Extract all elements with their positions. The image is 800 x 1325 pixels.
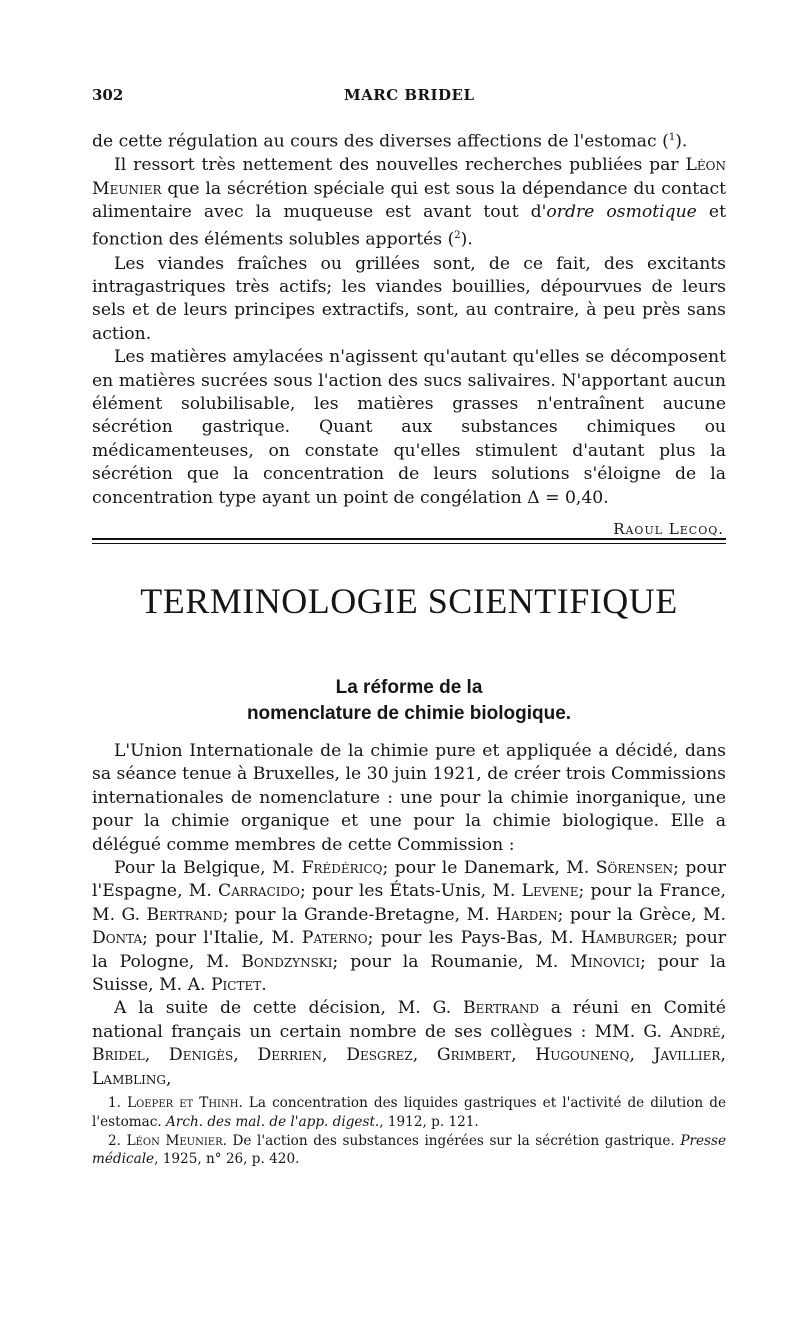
person-name: Levene bbox=[521, 881, 579, 902]
person-name: Bertrand bbox=[146, 904, 223, 925]
section-title: TERMINOLOGIE SCIENTIFIQUE bbox=[140, 581, 678, 621]
person-name: Derrien bbox=[257, 1045, 323, 1066]
paragraph: Les viandes fraîches ou grillées sont, de ce fait, des excitants intragastriques très actifs; les viandes bouillies, dépourvues de leurs sels et de leurs principes extractifs, sont, au contraire, à peu près sans action. bbox=[92, 253, 726, 344]
author-signature: Raoul Lecoq. bbox=[613, 519, 724, 538]
paragraph-committee: A la suite de cette décision, M. G. Bertrand a réuni en Comité national français un certain nombre de ses collègues : MM. G. André, Bridel, Denigès, Derrien, Desgrez, Grimbert, Hugounenq, Javillier, Lambling, bbox=[92, 998, 726, 1089]
section-divider bbox=[92, 538, 726, 544]
person-name: Hugounenq bbox=[535, 1045, 630, 1066]
paragraph: de cette régulation au cours des diverses affections de l'estomac ($^1$). bbox=[92, 131, 688, 152]
article-body bbox=[92, 740, 726, 1091]
person-name: Bridel bbox=[92, 1045, 145, 1066]
footnote: 2. Léon Meunier. De l'action des substances ingérées sur la sécrétion gastrique. Presse médicale, 1925, n° 26, p. 420. bbox=[92, 1132, 726, 1168]
person-name: Donta bbox=[92, 928, 143, 949]
person-name: Pictet bbox=[210, 975, 262, 996]
running-title: MARC BRIDEL bbox=[344, 86, 475, 104]
person-name: Sörensen bbox=[595, 858, 674, 879]
person-name: Frédéricq bbox=[301, 858, 383, 879]
article-title: La réforme de la nomenclature de chimie biologique. bbox=[246, 677, 572, 724]
paragraph: L'Union Internationale de la chimie pure et appliquée a décidé, dans sa séance tenue à Bruxelles, le 30 juin 1921, de créer trois Commissions internationales de nomenclature : une pour la chimie inorganique, une pour la chimie organique et une pour la chimie biologique. Elle a délégué comme membres de cette Commission : bbox=[92, 741, 726, 855]
person-name: Hamburger bbox=[580, 928, 673, 949]
person-name: Paterno bbox=[301, 928, 368, 949]
paragraph: Les matières amylacées n'agissent qu'autant qu'elles se décomposent en matières sucrées sous l'action des sucs salivaires. N'apportant aucun élément solubilisable, les matières grasses n'entraînent aucune sécrétion gastrique. Quant aux substances chimiques ou médicamenteuses, on constate qu'elles stimulent d'autant plus la sécrétion que la concentration de leurs solutions s'éloigne de la concentration type ayant un point de congélation Δ = 0,40. bbox=[92, 347, 726, 508]
person-name: Javillier bbox=[653, 1045, 721, 1066]
person-name: Desgrez bbox=[346, 1045, 413, 1066]
person-name: Bertrand bbox=[462, 998, 539, 1019]
page-header bbox=[92, 86, 732, 110]
paragraph-members: Pour la Belgique, M. Frédéricq; pour le Danemark, M. Sörensen; pour l'Espagne, M. Carracido; pour les États-Unis, M. Levene; pour la France, M. G. Bertrand; pour la Grande-Bretagne, M. Harden; pour la Grèce, M. Donta; pour l'Italie, M. Paterno; pour les Pays-Bas, M. Hamburger; pour la Pologne, M. Bondzynski; pour la Roumanie, M. Minovici; pour la Suisse, M. A. Pictet. bbox=[92, 858, 727, 996]
person-name: Minovici bbox=[570, 951, 641, 972]
person-name: Bondzynski bbox=[241, 951, 333, 972]
person-name: André bbox=[670, 1021, 721, 1042]
footnotes bbox=[92, 1094, 726, 1169]
person-name: Denigès bbox=[168, 1045, 234, 1066]
person-name: Grimbert bbox=[436, 1045, 512, 1066]
page-number: 302 bbox=[92, 86, 124, 104]
paragraph: Il ressort très nettement des nouvelles recherches publiées par Léon Meunier que la sécrétion spéciale qui est sous la dépendance du contact alimentaire avec la muqueuse est avant tout d'ordre osmotique et fonction des éléments solubles apportés ($^2$). bbox=[92, 155, 726, 251]
person-name: Harden bbox=[496, 904, 558, 925]
author-name: Léon Meunier bbox=[92, 155, 726, 199]
previous-article-text bbox=[92, 126, 726, 538]
person-name: Lambling bbox=[92, 1068, 166, 1089]
footnote: 1. Loeper et Thinh. La concentration des liquides gastriques et l'activité de dilution de l'estomac. Arch. des mal. de l'app. digest., 1912, p. 121. bbox=[92, 1095, 726, 1130]
person-name: Carracido bbox=[218, 881, 300, 902]
